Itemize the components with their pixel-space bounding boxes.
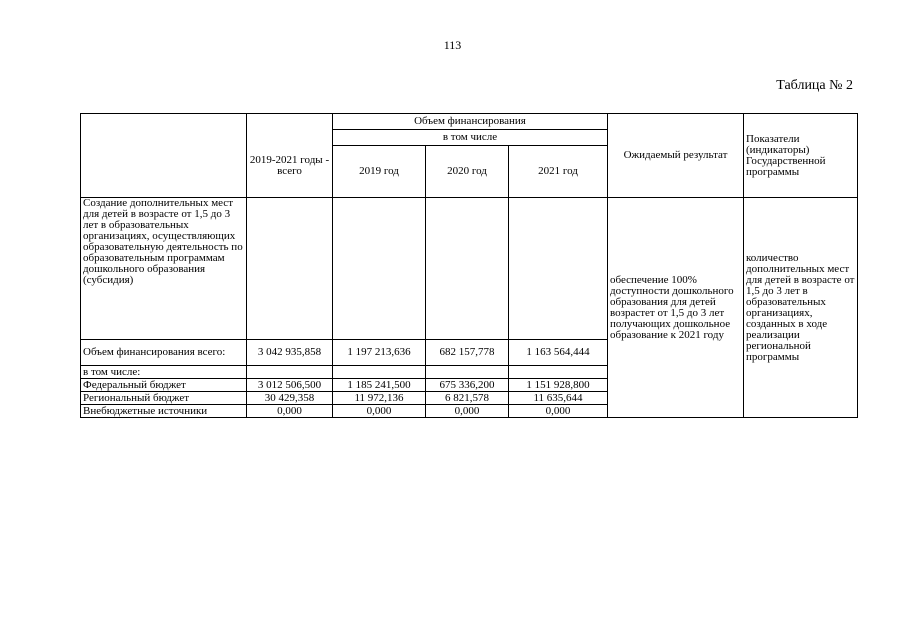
row-2020 <box>426 366 509 379</box>
header-empty-cell <box>81 114 247 198</box>
empty-cell <box>247 198 333 340</box>
empty-cell <box>426 198 509 340</box>
expected-result-text: обеспечение 100% доступности дошкольного образования для детей возрастет от 1,5 до 3 лет получающих дошкольное образование к 2021 году <box>608 198 744 418</box>
row-2019 <box>333 366 426 379</box>
row-2021: 0,000 <box>509 405 608 418</box>
row-2020: 682 157,778 <box>426 340 509 366</box>
header-including: в том числе <box>333 130 608 146</box>
row-total: 3 012 506,500 <box>247 379 333 392</box>
row-2019: 1 185 241,500 <box>333 379 426 392</box>
header-indicators: Показатели (индикаторы) Государственной программы <box>744 114 858 198</box>
header-funding-volume: Объем финансирования <box>333 114 608 130</box>
row-label: Федеральный бюджет <box>81 379 247 392</box>
row-label: Региональный бюджет <box>81 392 247 405</box>
empty-cell <box>509 198 608 340</box>
row-2021: 11 635,644 <box>509 392 608 405</box>
row-2020: 675 336,200 <box>426 379 509 392</box>
row-label: Объем финансирования всего: <box>81 340 247 366</box>
row-label: в том числе: <box>81 366 247 379</box>
page-number: 113 <box>443 38 462 52</box>
funding-table <box>80 113 858 418</box>
header-total-years: 2019-2021 годы - всего <box>247 114 333 198</box>
row-total: 3 042 935,858 <box>247 340 333 366</box>
row-2020: 6 821,578 <box>426 392 509 405</box>
activity-description: Создание дополнительных мест для детей в возрасте от 1,5 до 3 лет в образовательных организациях, осуществляющих образовательную деятельность по образовательным программам дошкольного образования (субсидия) <box>81 198 247 340</box>
empty-cell <box>333 198 426 340</box>
indicator-text: количество дополнительных мест для детей в возрасте от 1,5 до 3 лет в образовательных организациях, созданных в ходе реализации региональной программы <box>744 198 858 418</box>
row-total: 30 429,358 <box>247 392 333 405</box>
header-year-2021: 2021 год <box>509 146 608 198</box>
row-label: Внебюджетные источники <box>81 405 247 418</box>
header-year-2020: 2020 год <box>426 146 509 198</box>
row-2021: 1 163 564,444 <box>509 340 608 366</box>
row-total <box>247 366 333 379</box>
row-total: 0,000 <box>247 405 333 418</box>
header-year-2019: 2019 год <box>333 146 426 198</box>
row-2019: 0,000 <box>333 405 426 418</box>
header-expected-result: Ожидаемый результат <box>608 114 744 198</box>
row-2021: 1 151 928,800 <box>509 379 608 392</box>
row-2021 <box>509 366 608 379</box>
row-2019: 11 972,136 <box>333 392 426 405</box>
table-caption: Таблица № 2 <box>776 78 853 93</box>
row-2019: 1 197 213,636 <box>333 340 426 366</box>
row-2020: 0,000 <box>426 405 509 418</box>
